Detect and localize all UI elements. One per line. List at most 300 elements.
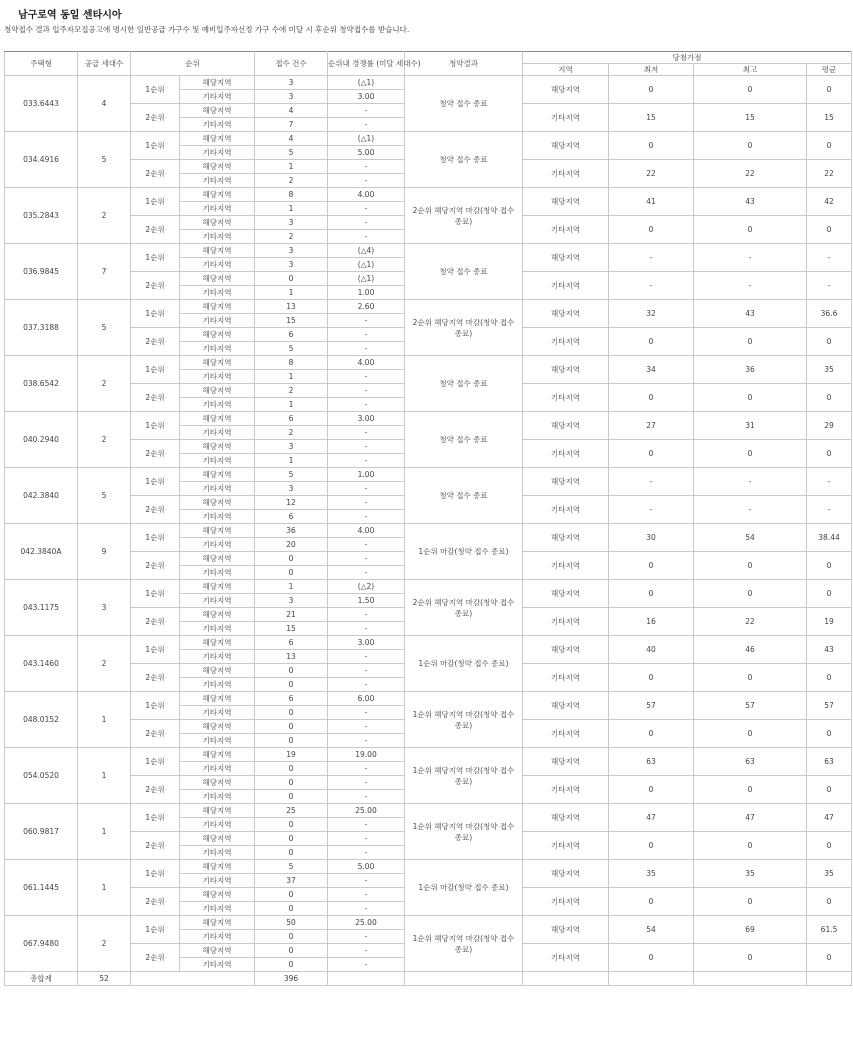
cell-competition-ratio: - xyxy=(328,398,405,412)
cell-region-label: 해당지역 xyxy=(180,832,255,846)
cell-supply-count: 2 xyxy=(78,636,131,692)
cell-competition-ratio: - xyxy=(328,930,405,944)
cell-score-avg: 63 xyxy=(807,748,852,776)
cell-score-avg: 0 xyxy=(807,328,852,356)
cell-region-label: 기타지역 xyxy=(180,874,255,888)
cell-result: 2순위 해당지역 마감(청약 접수 종료) xyxy=(405,188,523,244)
cell-rank-1: 1순위 xyxy=(131,524,180,552)
cell-region-label: 기타지역 xyxy=(180,902,255,916)
cell-application-count: 36 xyxy=(255,524,328,538)
cell-score-avg: 47 xyxy=(807,804,852,832)
cell-score-max: - xyxy=(694,496,807,524)
cell-result: 2순위 해당지역 마감(청약 접수 종료) xyxy=(405,300,523,356)
cell-application-count: 2 xyxy=(255,230,328,244)
cell-application-count: 0 xyxy=(255,706,328,720)
cell-region-label: 해당지역 xyxy=(180,888,255,902)
cell-application-count: 4 xyxy=(255,132,328,146)
cell-housing-type: 040.2940 xyxy=(5,412,78,468)
cell-competition-ratio: 3.00 xyxy=(328,636,405,650)
cell-score-max: 43 xyxy=(694,300,807,328)
cell-supply-count: 5 xyxy=(78,468,131,524)
total-empty-cell xyxy=(523,972,609,986)
cell-application-count: 2 xyxy=(255,174,328,188)
cell-competition-ratio: - xyxy=(328,482,405,496)
cell-region-label: 해당지역 xyxy=(180,244,255,258)
cell-rank-2: 2순위 xyxy=(131,384,180,412)
cell-score-region: 해당지역 xyxy=(523,76,609,104)
cell-application-count: 12 xyxy=(255,496,328,510)
cell-result: 청약 접수 종료 xyxy=(405,412,523,468)
cell-competition-ratio: (△1) xyxy=(328,76,405,90)
cell-region-label: 기타지역 xyxy=(180,762,255,776)
cell-score-avg: - xyxy=(807,244,852,272)
cell-rank-1: 1순위 xyxy=(131,748,180,776)
total-row xyxy=(5,972,852,986)
cell-supply-count: 1 xyxy=(78,804,131,860)
cell-region-label: 기타지역 xyxy=(180,286,255,300)
cell-application-count: 50 xyxy=(255,916,328,930)
cell-competition-ratio: (△1) xyxy=(328,272,405,286)
cell-competition-ratio: (△2) xyxy=(328,580,405,594)
cell-result: 1순위 해당지역 마감(청약 접수 종료) xyxy=(405,748,523,804)
table-row xyxy=(5,468,852,482)
cell-application-count: 15 xyxy=(255,622,328,636)
cell-region-label: 해당지역 xyxy=(180,580,255,594)
cell-competition-ratio: - xyxy=(328,230,405,244)
cell-application-count: 1 xyxy=(255,580,328,594)
cell-score-max: 46 xyxy=(694,636,807,664)
cell-application-count: 1 xyxy=(255,286,328,300)
cell-rank-2: 2순위 xyxy=(131,608,180,636)
cell-competition-ratio: - xyxy=(328,776,405,790)
cell-application-count: 0 xyxy=(255,944,328,958)
cell-region-label: 해당지역 xyxy=(180,132,255,146)
cell-region-label: 기타지역 xyxy=(180,650,255,664)
cell-region-label: 기타지역 xyxy=(180,818,255,832)
cell-application-count: 0 xyxy=(255,818,328,832)
cell-application-count: 1 xyxy=(255,398,328,412)
cell-application-count: 3 xyxy=(255,594,328,608)
cell-result: 1순위 마감(청약 접수 종료) xyxy=(405,524,523,580)
cell-region-label: 해당지역 xyxy=(180,216,255,230)
cell-competition-ratio: - xyxy=(328,944,405,958)
cell-region-label: 기타지역 xyxy=(180,678,255,692)
cell-competition-ratio: 3.00 xyxy=(328,412,405,426)
table-row xyxy=(5,300,852,314)
cell-score-min: - xyxy=(609,244,694,272)
cell-application-count: 0 xyxy=(255,678,328,692)
cell-supply-count: 1 xyxy=(78,748,131,804)
cell-application-count: 1 xyxy=(255,454,328,468)
cell-application-count: 5 xyxy=(255,860,328,874)
cell-application-count: 19 xyxy=(255,748,328,762)
cell-supply-count: 2 xyxy=(78,916,131,972)
cell-competition-ratio: - xyxy=(328,440,405,454)
cell-competition-ratio: - xyxy=(328,846,405,860)
table-row xyxy=(5,916,852,930)
cell-application-count: 1 xyxy=(255,202,328,216)
cell-score-avg: 57 xyxy=(807,692,852,720)
cell-score-region: 해당지역 xyxy=(523,804,609,832)
cell-application-count: 3 xyxy=(255,244,328,258)
cell-score-region: 기타지역 xyxy=(523,552,609,580)
cell-supply-count: 7 xyxy=(78,244,131,300)
cell-region-label: 기타지역 xyxy=(180,734,255,748)
cell-application-count: 2 xyxy=(255,384,328,398)
table-header xyxy=(5,52,852,76)
cell-application-count: 4 xyxy=(255,104,328,118)
cell-competition-ratio: - xyxy=(328,342,405,356)
cell-score-min: 22 xyxy=(609,160,694,188)
cell-score-max: 0 xyxy=(694,580,807,608)
cell-region-label: 해당지역 xyxy=(180,412,255,426)
cell-housing-type: 067.9480 xyxy=(5,916,78,972)
cell-score-max: 0 xyxy=(694,328,807,356)
cell-application-count: 0 xyxy=(255,930,328,944)
cell-score-region: 해당지역 xyxy=(523,412,609,440)
cell-application-count: 5 xyxy=(255,342,328,356)
cell-score-min: 0 xyxy=(609,776,694,804)
cell-application-count: 2 xyxy=(255,426,328,440)
cell-competition-ratio: - xyxy=(328,160,405,174)
col-header-applications: 접수 건수 xyxy=(255,52,328,76)
cell-score-avg: 0 xyxy=(807,944,852,972)
cell-competition-ratio: - xyxy=(328,510,405,524)
cell-application-count: 8 xyxy=(255,356,328,370)
cell-competition-ratio: - xyxy=(328,664,405,678)
cell-region-label: 해당지역 xyxy=(180,636,255,650)
cell-competition-ratio: - xyxy=(328,174,405,188)
cell-score-min: - xyxy=(609,272,694,300)
cell-score-avg: 61.5 xyxy=(807,916,852,944)
cell-supply-count: 2 xyxy=(78,356,131,412)
cell-score-avg: 0 xyxy=(807,76,852,104)
cell-score-max: 0 xyxy=(694,888,807,916)
cell-application-count: 0 xyxy=(255,776,328,790)
cell-application-count: 5 xyxy=(255,146,328,160)
cell-housing-type: 061.1445 xyxy=(5,860,78,916)
cell-rank-1: 1순위 xyxy=(131,76,180,104)
cell-region-label: 기타지역 xyxy=(180,706,255,720)
cell-competition-ratio: - xyxy=(328,496,405,510)
table-row xyxy=(5,860,852,874)
cell-region-label: 해당지역 xyxy=(180,720,255,734)
cell-housing-type: 035.2843 xyxy=(5,188,78,244)
cell-score-avg: 42 xyxy=(807,188,852,216)
table-row xyxy=(5,748,852,762)
cell-rank-1: 1순위 xyxy=(131,916,180,944)
cell-supply-count: 4 xyxy=(78,76,131,132)
cell-score-max: 0 xyxy=(694,76,807,104)
cell-score-min: 0 xyxy=(609,720,694,748)
cell-score-min: 0 xyxy=(609,552,694,580)
cell-application-count: 13 xyxy=(255,300,328,314)
cell-competition-ratio: - xyxy=(328,370,405,384)
cell-region-label: 해당지역 xyxy=(180,160,255,174)
cell-score-max: 0 xyxy=(694,384,807,412)
cell-competition-ratio: 6.00 xyxy=(328,692,405,706)
cell-supply-count: 3 xyxy=(78,580,131,636)
cell-region-label: 해당지역 xyxy=(180,692,255,706)
cell-rank-2: 2순위 xyxy=(131,160,180,188)
cell-result: 청약 접수 종료 xyxy=(405,76,523,132)
cell-score-min: 54 xyxy=(609,916,694,944)
cell-region-label: 해당지역 xyxy=(180,356,255,370)
cell-score-min: 41 xyxy=(609,188,694,216)
cell-rank-2: 2순위 xyxy=(131,440,180,468)
cell-competition-ratio: (△1) xyxy=(328,132,405,146)
cell-score-avg: 38.44 xyxy=(807,524,852,552)
cell-score-min: 47 xyxy=(609,804,694,832)
cell-region-label: 해당지역 xyxy=(180,104,255,118)
cell-score-max: 54 xyxy=(694,524,807,552)
cell-application-count: 0 xyxy=(255,566,328,580)
cell-competition-ratio: - xyxy=(328,454,405,468)
cell-score-avg: 0 xyxy=(807,216,852,244)
cell-score-min: 27 xyxy=(609,412,694,440)
col-header-type: 주택형 xyxy=(5,52,78,76)
cell-region-label: 기타지역 xyxy=(180,622,255,636)
cell-score-min: 63 xyxy=(609,748,694,776)
cell-region-label: 기타지역 xyxy=(180,958,255,972)
cell-rank-1: 1순위 xyxy=(131,468,180,496)
cell-housing-type: 042.3840 xyxy=(5,468,78,524)
table-row xyxy=(5,692,852,706)
cell-application-count: 15 xyxy=(255,314,328,328)
table-body xyxy=(5,76,852,986)
cell-competition-ratio: 25.00 xyxy=(328,804,405,818)
cell-supply-count: 9 xyxy=(78,524,131,580)
col-header-region: 지역 xyxy=(523,64,609,76)
table-row xyxy=(5,188,852,202)
cell-score-avg: 0 xyxy=(807,580,852,608)
cell-region-label: 해당지역 xyxy=(180,440,255,454)
cell-score-region: 기타지역 xyxy=(523,440,609,468)
cell-score-min: 35 xyxy=(609,860,694,888)
total-empty-cell xyxy=(328,972,405,986)
cell-score-region: 기타지역 xyxy=(523,832,609,860)
cell-competition-ratio: - xyxy=(328,734,405,748)
cell-score-min: 0 xyxy=(609,328,694,356)
cell-application-count: 3 xyxy=(255,76,328,90)
cell-score-max: 22 xyxy=(694,160,807,188)
cell-competition-ratio: - xyxy=(328,202,405,216)
col-header-avg: 평균 xyxy=(807,64,852,76)
cell-region-label: 해당지역 xyxy=(180,776,255,790)
cell-competition-ratio: - xyxy=(328,622,405,636)
cell-score-region: 기타지역 xyxy=(523,720,609,748)
cell-score-min: 0 xyxy=(609,664,694,692)
cell-score-region: 해당지역 xyxy=(523,580,609,608)
cell-competition-ratio: - xyxy=(328,314,405,328)
cell-result: 청약 접수 종료 xyxy=(405,356,523,412)
cell-score-avg: 29 xyxy=(807,412,852,440)
cell-score-min: 40 xyxy=(609,636,694,664)
cell-competition-ratio: 4.00 xyxy=(328,524,405,538)
cell-region-label: 기타지역 xyxy=(180,398,255,412)
cell-region-label: 기타지역 xyxy=(180,538,255,552)
cell-score-avg: 0 xyxy=(807,440,852,468)
cell-rank-1: 1순위 xyxy=(131,412,180,440)
cell-region-label: 해당지역 xyxy=(180,496,255,510)
cell-housing-type: 043.1460 xyxy=(5,636,78,692)
cell-region-label: 기타지역 xyxy=(180,370,255,384)
cell-rank-1: 1순위 xyxy=(131,244,180,272)
cell-score-avg: 0 xyxy=(807,132,852,160)
cell-rank-2: 2순위 xyxy=(131,272,180,300)
cell-competition-ratio: 2.60 xyxy=(328,300,405,314)
cell-score-avg: 0 xyxy=(807,552,852,580)
cell-application-count: 0 xyxy=(255,552,328,566)
cell-score-max: 0 xyxy=(694,132,807,160)
cell-rank-2: 2순위 xyxy=(131,104,180,132)
total-empty-cell xyxy=(807,972,852,986)
col-header-max: 최고 xyxy=(694,64,807,76)
table-row xyxy=(5,132,852,146)
cell-region-label: 기타지역 xyxy=(180,314,255,328)
cell-supply-count: 2 xyxy=(78,188,131,244)
cell-region-label: 해당지역 xyxy=(180,300,255,314)
cell-score-max: 35 xyxy=(694,860,807,888)
cell-application-count: 7 xyxy=(255,118,328,132)
cell-region-label: 해당지역 xyxy=(180,804,255,818)
cell-supply-count: 5 xyxy=(78,132,131,188)
cell-competition-ratio: - xyxy=(328,538,405,552)
cell-score-region: 해당지역 xyxy=(523,132,609,160)
cell-application-count: 3 xyxy=(255,90,328,104)
cell-competition-ratio: - xyxy=(328,678,405,692)
total-supply: 52 xyxy=(78,972,131,986)
cell-region-label: 해당지역 xyxy=(180,552,255,566)
cell-score-avg: 43 xyxy=(807,636,852,664)
cell-result: 1순위 해당지역 마감(청약 접수 종료) xyxy=(405,804,523,860)
cell-score-avg: - xyxy=(807,468,852,496)
cell-housing-type: 034.4916 xyxy=(5,132,78,188)
cell-rank-2: 2순위 xyxy=(131,888,180,916)
cell-region-label: 해당지역 xyxy=(180,468,255,482)
cell-competition-ratio: 4.00 xyxy=(328,356,405,370)
cell-score-region: 해당지역 xyxy=(523,188,609,216)
cell-application-count: 1 xyxy=(255,160,328,174)
table-row xyxy=(5,636,852,650)
cell-score-min: 32 xyxy=(609,300,694,328)
cell-supply-count: 5 xyxy=(78,300,131,356)
cell-competition-ratio: - xyxy=(328,426,405,440)
cell-score-region: 해당지역 xyxy=(523,468,609,496)
cell-region-label: 기타지역 xyxy=(180,510,255,524)
cell-rank-1: 1순위 xyxy=(131,636,180,664)
cell-score-avg: 22 xyxy=(807,160,852,188)
cell-region-label: 기타지역 xyxy=(180,146,255,160)
cell-score-region: 해당지역 xyxy=(523,860,609,888)
cell-rank-1: 1순위 xyxy=(131,356,180,384)
cell-score-min: 0 xyxy=(609,384,694,412)
cell-region-label: 해당지역 xyxy=(180,748,255,762)
cell-competition-ratio: - xyxy=(328,762,405,776)
cell-housing-type: 043.1175 xyxy=(5,580,78,636)
cell-application-count: 25 xyxy=(255,804,328,818)
cell-region-label: 기타지역 xyxy=(180,230,255,244)
cell-rank-1: 1순위 xyxy=(131,860,180,888)
cell-region-label: 기타지역 xyxy=(180,846,255,860)
cell-rank-2: 2순위 xyxy=(131,216,180,244)
cell-score-min: 34 xyxy=(609,356,694,384)
cell-score-max: - xyxy=(694,272,807,300)
cell-score-avg: 19 xyxy=(807,608,852,636)
cell-application-count: 13 xyxy=(255,650,328,664)
cell-region-label: 기타지역 xyxy=(180,454,255,468)
cell-competition-ratio: - xyxy=(328,874,405,888)
cell-region-label: 기타지역 xyxy=(180,930,255,944)
table-row xyxy=(5,76,852,90)
cell-rank-2: 2순위 xyxy=(131,720,180,748)
cell-region-label: 기타지역 xyxy=(180,594,255,608)
col-header-winning-score: 당첨가점 xyxy=(523,52,852,64)
cell-score-min: - xyxy=(609,496,694,524)
cell-score-min: 0 xyxy=(609,216,694,244)
cell-score-region: 해당지역 xyxy=(523,356,609,384)
cell-rank-2: 2순위 xyxy=(131,776,180,804)
cell-score-max: 0 xyxy=(694,832,807,860)
cell-score-max: 0 xyxy=(694,216,807,244)
cell-application-count: 6 xyxy=(255,636,328,650)
cell-rank-1: 1순위 xyxy=(131,300,180,328)
cell-region-label: 기타지역 xyxy=(180,258,255,272)
col-header-result: 청약결과 xyxy=(405,52,523,76)
cell-application-count: 0 xyxy=(255,902,328,916)
cell-score-avg: - xyxy=(807,496,852,524)
cell-score-max: 0 xyxy=(694,720,807,748)
cell-score-max: 0 xyxy=(694,664,807,692)
cell-score-region: 기타지역 xyxy=(523,216,609,244)
total-empty-cell xyxy=(131,972,255,986)
cell-application-count: 6 xyxy=(255,328,328,342)
cell-score-region: 해당지역 xyxy=(523,300,609,328)
page-title: 남구로역 동일 센타시아 xyxy=(18,10,122,21)
cell-score-region: 기타지역 xyxy=(523,160,609,188)
cell-application-count: 0 xyxy=(255,958,328,972)
cell-region-label: 해당지역 xyxy=(180,608,255,622)
cell-result: 1순위 해당지역 마감(청약 접수 종료) xyxy=(405,692,523,748)
cell-result: 1순위 해당지역 마감(청약 접수 종료) xyxy=(405,916,523,972)
cell-score-max: 15 xyxy=(694,104,807,132)
cell-region-label: 기타지역 xyxy=(180,426,255,440)
cell-result: 1순위 마감(청약 접수 종료) xyxy=(405,860,523,916)
cell-competition-ratio: - xyxy=(328,832,405,846)
cell-region-label: 해당지역 xyxy=(180,664,255,678)
cell-score-region: 해당지역 xyxy=(523,524,609,552)
cell-score-avg: 0 xyxy=(807,720,852,748)
cell-score-min: 0 xyxy=(609,132,694,160)
cell-rank-1: 1순위 xyxy=(131,692,180,720)
cell-region-label: 해당지역 xyxy=(180,944,255,958)
cell-competition-ratio: 1.00 xyxy=(328,286,405,300)
cell-competition-ratio: - xyxy=(328,328,405,342)
cell-region-label: 해당지역 xyxy=(180,860,255,874)
table-row xyxy=(5,244,852,258)
table-row xyxy=(5,356,852,370)
cell-score-avg: 0 xyxy=(807,888,852,916)
cell-competition-ratio: 19.00 xyxy=(328,748,405,762)
cell-application-count: 0 xyxy=(255,720,328,734)
cell-score-region: 기타지역 xyxy=(523,776,609,804)
cell-competition-ratio: 5.00 xyxy=(328,860,405,874)
cell-score-max: 63 xyxy=(694,748,807,776)
cell-competition-ratio: - xyxy=(328,384,405,398)
cell-score-avg: 15 xyxy=(807,104,852,132)
cell-rank-1: 1순위 xyxy=(131,188,180,216)
cell-score-avg: 0 xyxy=(807,776,852,804)
